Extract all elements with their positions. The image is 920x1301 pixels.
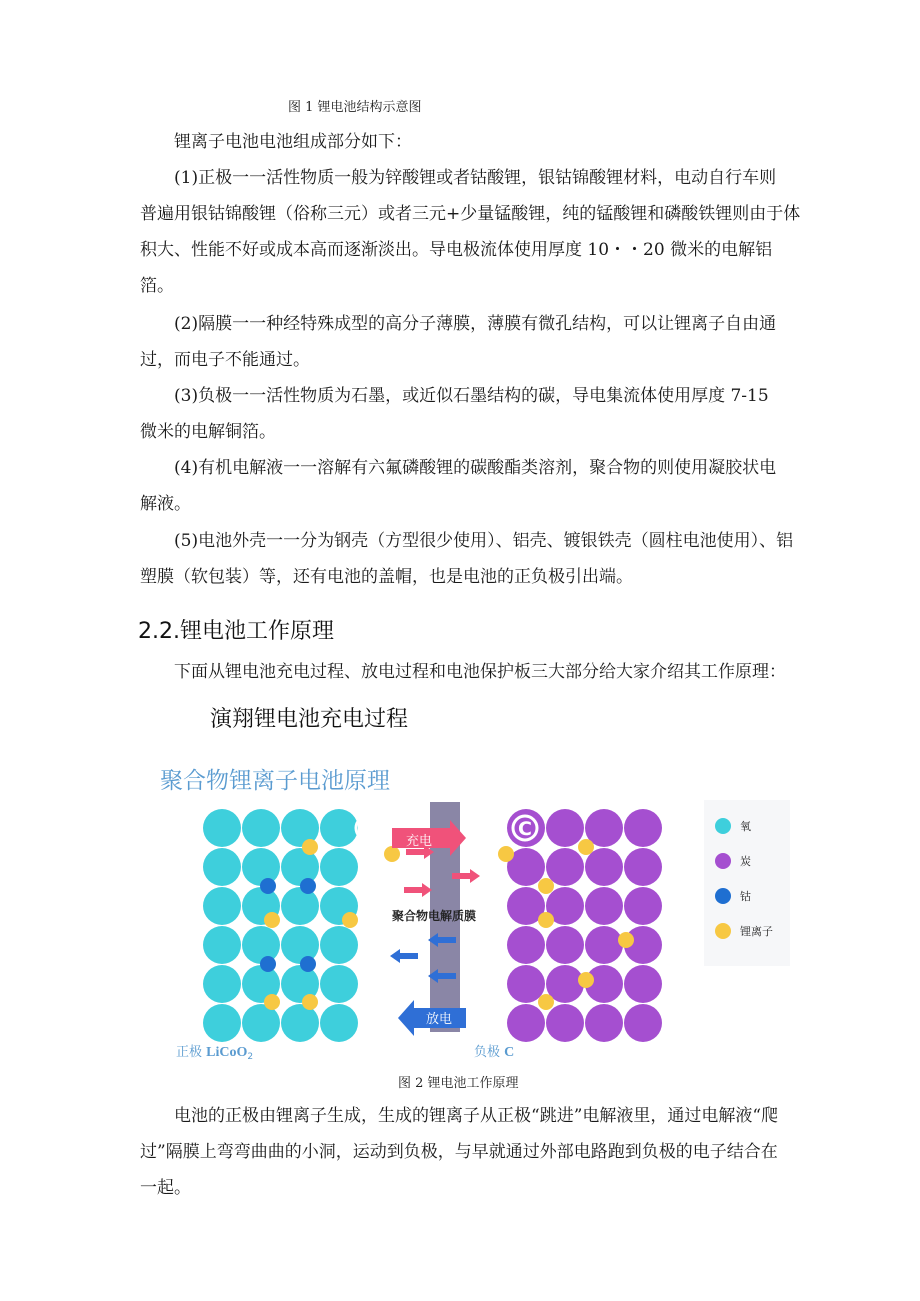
oxygen-atom [320, 848, 358, 886]
subheading: 演翔锂电池充电过程 [210, 707, 409, 732]
anode-lattice [498, 809, 662, 1042]
paragraph-line: 一起。 [140, 1178, 191, 1198]
carbon-atom [624, 848, 662, 886]
carbon-atom [585, 926, 623, 964]
carbon-atom [546, 809, 584, 847]
lithium-ion [618, 932, 634, 948]
paragraph-line: 电池的正极由锂离子生成，生成的锂离子从正极“跳进”电解液里，通过电解液“爬 [174, 1106, 779, 1126]
cathode-label: 正极 LiCoO$_2$ [176, 1045, 254, 1062]
oxygen-atom [242, 1004, 280, 1042]
carbon-atom [546, 1004, 584, 1042]
lithium-ion [578, 972, 594, 988]
paragraph-line: 积大、性能不好或成本高而逐渐淡出。导电极流体使用厚度 10・・20 微米的电解铝 [140, 240, 773, 260]
legend-label: 锂离子 [740, 925, 773, 938]
carbon-atom [624, 887, 662, 925]
legend-label: 钴 [740, 890, 751, 903]
carbon-atom [507, 965, 545, 1003]
discharge-label: 放电 [426, 1012, 453, 1027]
oxygen-atom [281, 887, 319, 925]
paragraph-line: 微米的电解铜箔。 [140, 422, 276, 442]
paragraph-line: 过”隔膜上弯弯曲曲的小洞，运动到负极，与早就通过外部电路跑到负极的电子结合在 [140, 1142, 778, 1162]
carbon-atom [585, 887, 623, 925]
lithium-ion [302, 839, 318, 855]
oxygen-atom [203, 809, 241, 847]
legend [704, 800, 790, 966]
membrane-label: 聚合物电解质膜 [392, 909, 477, 923]
paragraph-line: (3)负极一一活性物质为石墨，或近似石墨结构的碳，导电集流体使用厚度 7-15 [174, 386, 769, 406]
item-separator [140, 306, 790, 378]
oxygen-atom [242, 848, 280, 886]
figure-1-caption: 图 1 锂电池结构示意图 [288, 100, 422, 115]
oxygen-atom [203, 965, 241, 1003]
carbon-atom [624, 809, 662, 847]
intro-text: 锂离子电池电池组成部分如下： [174, 132, 412, 152]
oxygen-atom [203, 926, 241, 964]
intro-paragraph [140, 124, 790, 160]
carbon-atom [507, 1004, 545, 1042]
paragraph-line: 塑膜（软包装）等，还有电池的盖帽，也是电池的正负极引出端。 [140, 567, 633, 587]
charge-ion-arrow [404, 883, 432, 897]
paragraph-line: (4)有机电解液一一溶解有六氟磷酸锂的碳酸酯类溶剂，聚合物的则使用凝胶状电 [174, 458, 777, 478]
legend-label: 炭 [740, 855, 751, 868]
section-intro-text: 下面从锂电池充电过程、放电过程和电池保护板三大部分给大家介绍其工作原理： [174, 662, 786, 682]
lithium-ion [384, 846, 400, 862]
legend-label: 氧 [740, 820, 751, 833]
section-intro-paragraph [140, 654, 790, 690]
oxygen-atom [203, 1004, 241, 1042]
cathode-lattice [203, 809, 400, 1042]
lithium-ion [498, 846, 514, 862]
section-heading: 2.2.锂电池工作原理 [138, 619, 334, 644]
oxygen-atom [320, 926, 358, 964]
oxygen-atom [320, 965, 358, 1003]
item-battery-case [140, 523, 794, 595]
oxygen-atom [320, 809, 358, 847]
figure-2-title: 聚合物锂离子电池原理 [160, 768, 390, 794]
lithium-ion [342, 912, 358, 928]
oxygen-atom [320, 1004, 358, 1042]
lithium-ion [578, 839, 594, 855]
paragraph-line: 普遍用银钴锦酸锂（俗称三元）或者三元+少量锰酸锂，纯的锰酸锂和磷酸铁锂则由于体 [140, 204, 801, 224]
cathode-letter: O [360, 818, 377, 840]
legend-swatch [715, 818, 731, 834]
legend-swatch [715, 888, 731, 904]
carbon-atom [624, 1004, 662, 1042]
item-positive-electrode [140, 160, 801, 304]
legend-swatch [715, 923, 731, 939]
paragraph-line: (1)正极一一活性物质一般为锌酸锂或者钴酸锂，银钴锦酸锂材料，电动自行车则 [174, 168, 777, 188]
legend-swatch [715, 853, 731, 869]
closing-paragraph [140, 1098, 790, 1206]
paragraph-line: 箔。 [140, 276, 174, 296]
carbon-atom [546, 848, 584, 886]
oxygen-atom [242, 926, 280, 964]
lithium-ion [538, 878, 554, 894]
carbon-atom [585, 848, 623, 886]
paragraph-line: 过，而电子不能通过。 [140, 350, 310, 370]
oxygen-atom [242, 809, 280, 847]
cobalt-atom [260, 956, 276, 972]
lithium-ion [538, 912, 554, 928]
carbon-atom [585, 1004, 623, 1042]
lithium-ion [264, 912, 280, 928]
lithium-ion [302, 994, 318, 1010]
item-electrolyte [140, 450, 790, 522]
oxygen-atom [203, 887, 241, 925]
lithium-ion [538, 994, 554, 1010]
item-negative-electrode [140, 378, 790, 450]
carbon-atom [546, 926, 584, 964]
cobalt-atom [260, 878, 276, 894]
charge-label: 充电 [406, 834, 433, 849]
paragraph-line: 解液。 [140, 494, 191, 514]
oxygen-atom [203, 848, 241, 886]
anode-letter: C [518, 818, 532, 840]
cobalt-atom [300, 878, 316, 894]
figure-2-caption: 图 2 锂电池工作原理 [398, 1076, 519, 1091]
paragraph-line: (5)电池外壳一一分为钢壳（方型很少使用）、铝壳、镀银铁壳（圆柱电池使用）、铝 [174, 531, 794, 551]
carbon-atom [507, 926, 545, 964]
discharge-ion-arrow [390, 949, 418, 963]
battery-principle-diagram [160, 790, 790, 1070]
anode-label: 负极 C [474, 1045, 515, 1060]
oxygen-atom [281, 1004, 319, 1042]
lithium-ion [264, 994, 280, 1010]
cobalt-atom [300, 956, 316, 972]
carbon-atom [624, 965, 662, 1003]
paragraph-line: (2)隔膜一一种经特殊成型的高分子薄膜，薄膜有微孔结构，可以让锂离子自由通 [174, 314, 777, 334]
